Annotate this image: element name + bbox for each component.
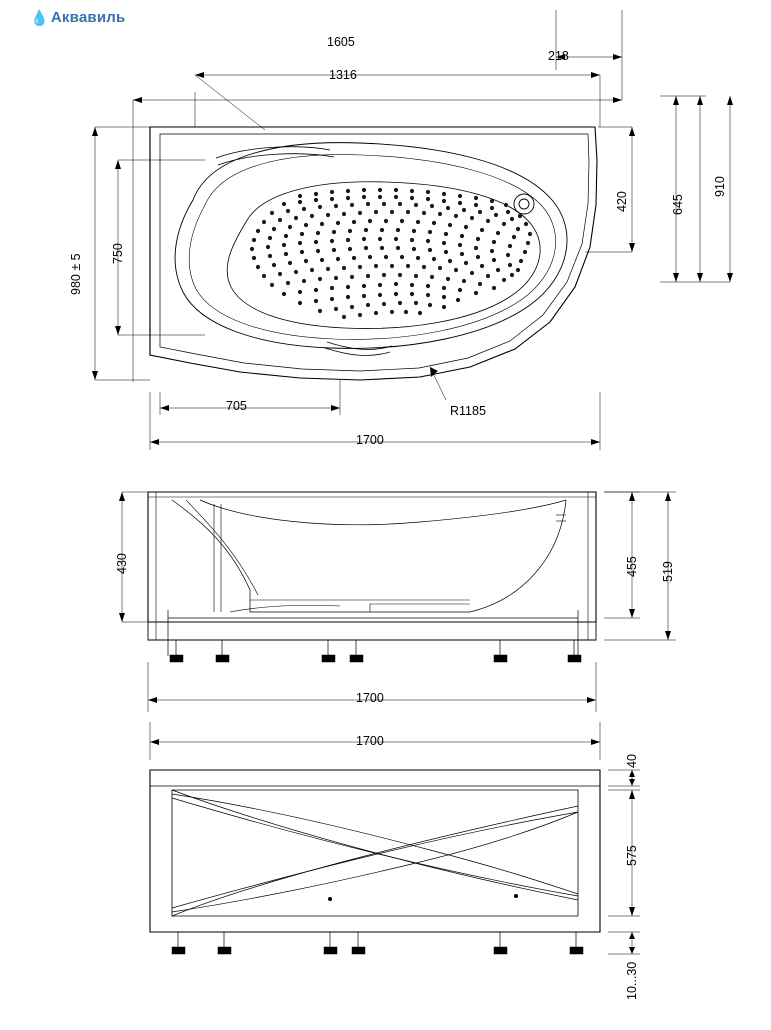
dim-645: 645 xyxy=(671,194,685,215)
top-view-group xyxy=(92,10,733,450)
dim-519: 519 xyxy=(661,561,675,582)
dim-1316: 1316 xyxy=(329,68,357,82)
dim-980: 980 ± 5 xyxy=(69,253,83,295)
dim-1700-top: 1700 xyxy=(356,433,384,447)
dim-910: 910 xyxy=(713,176,727,197)
side-view-group xyxy=(150,722,640,954)
dim-40: 40 xyxy=(625,754,639,768)
dim-750: 750 xyxy=(111,243,125,264)
brand-name: Аквавиль xyxy=(50,9,126,26)
massage-mat-texture xyxy=(250,188,532,319)
drain-outer xyxy=(514,194,534,214)
front-view-group xyxy=(119,492,676,712)
dim-1700-side: 1700 xyxy=(356,734,384,748)
dim-radius-r1185: R1185 xyxy=(450,404,486,418)
dim-feet-range: 10...30 xyxy=(625,961,639,1000)
dim-455: 455 xyxy=(625,556,639,577)
dim-1700-front: 1700 xyxy=(356,691,384,705)
drain-inner xyxy=(519,199,529,209)
dim-420: 420 xyxy=(615,191,629,212)
dim-705: 705 xyxy=(226,399,247,413)
dim-1605: 1605 xyxy=(327,35,355,49)
dim-430: 430 xyxy=(115,553,129,574)
water-drop-icon: 💧 xyxy=(30,10,49,27)
dim-575: 575 xyxy=(625,845,639,866)
dim-218: 218 xyxy=(548,49,569,63)
